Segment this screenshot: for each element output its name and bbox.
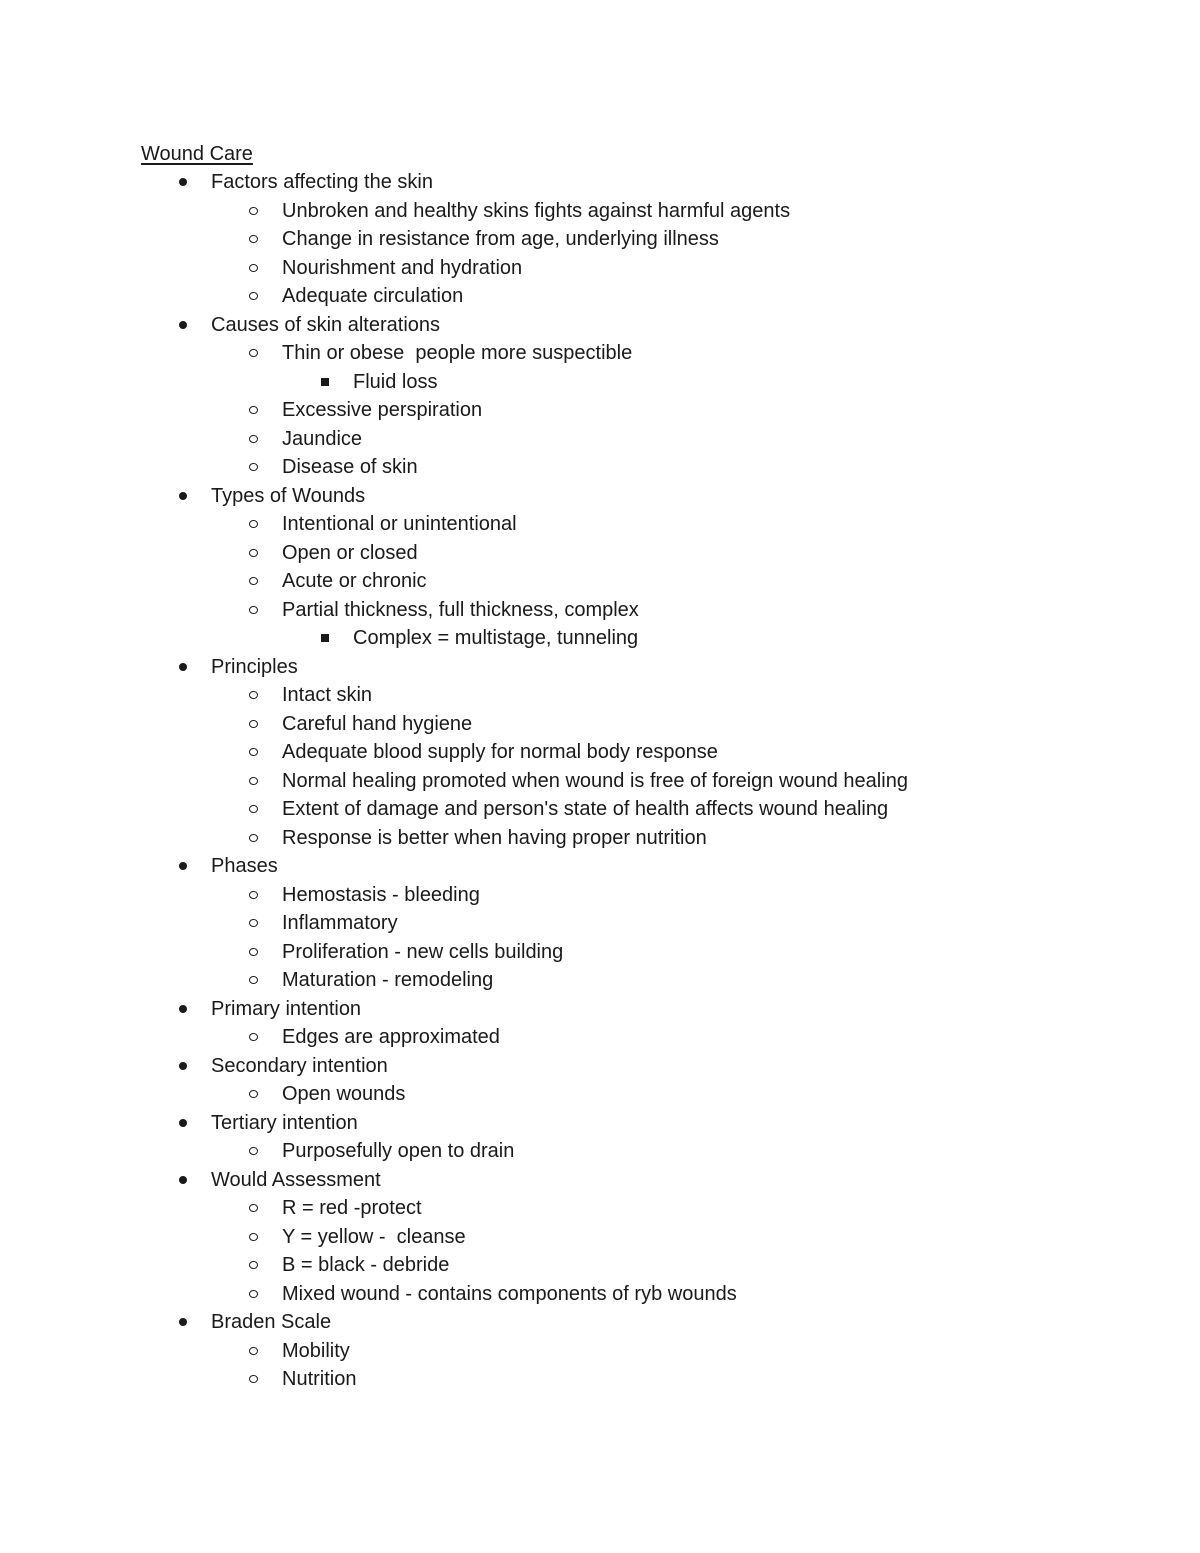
list-item-text: Mixed wound - contains components of ryb wounds <box>282 1282 737 1305</box>
list-item-level-2 <box>141 681 1141 710</box>
list-item-level-1 <box>141 1109 1141 1138</box>
list-item-text: Hemostasis - bleeding <box>282 883 480 906</box>
filled-circle-bullet-icon <box>179 1119 187 1127</box>
hollow-circle-bullet-icon <box>249 606 258 614</box>
filled-circle-bullet-icon <box>179 1318 187 1326</box>
list-item-level-2 <box>141 1337 1141 1366</box>
hollow-circle-bullet-icon <box>249 777 258 785</box>
list-item-level-3 <box>141 624 1141 653</box>
list-item-level-2 <box>141 282 1141 311</box>
list-item-level-2 <box>141 1365 1141 1394</box>
list-item-level-2 <box>141 197 1141 226</box>
list-item-level-1 <box>141 852 1141 881</box>
list-item-level-2 <box>141 510 1141 539</box>
filled-circle-bullet-icon <box>179 1176 187 1184</box>
list-item-text: Braden Scale <box>211 1311 332 1333</box>
hollow-circle-bullet-icon <box>249 1033 258 1041</box>
filled-square-bullet-icon <box>321 634 329 642</box>
list-item-text: Purposefully open to drain <box>282 1140 515 1162</box>
document-body <box>141 140 1141 1394</box>
list-item-level-2 <box>141 453 1141 482</box>
list-item-level-2 <box>141 396 1141 425</box>
list-item-level-2 <box>141 1137 1141 1166</box>
hollow-circle-bullet-icon <box>249 1347 258 1355</box>
hollow-circle-bullet-icon <box>249 1261 258 1269</box>
list-item-level-2 <box>141 795 1141 824</box>
list-item-text: Would Assessment <box>211 1168 381 1191</box>
list-item-text: Normal healing promoted when wound is free of foreign wound healing <box>282 769 908 792</box>
hollow-circle-bullet-icon <box>249 207 258 215</box>
list-item-text: Complex = multistage, tunneling <box>353 627 639 649</box>
list-item-level-1 <box>141 168 1141 197</box>
list-item-level-2 <box>141 966 1141 995</box>
hollow-circle-bullet-icon <box>249 1204 258 1212</box>
list-item-text: Inflammatory <box>282 912 398 934</box>
list-item-text: Principles <box>211 655 298 678</box>
filled-circle-bullet-icon <box>179 321 187 329</box>
list-item-text: Mobility <box>282 1339 350 1362</box>
hollow-circle-bullet-icon <box>249 1375 258 1383</box>
list-item-level-1 <box>141 482 1141 511</box>
list-item-level-2 <box>141 909 1141 938</box>
list-item-level-2 <box>141 1223 1141 1252</box>
list-item-level-2 <box>141 738 1141 767</box>
hollow-circle-bullet-icon <box>249 235 258 243</box>
list-item-level-1 <box>141 1308 1141 1337</box>
list-item-text: Partial thickness, full thickness, complex <box>282 598 639 621</box>
filled-circle-bullet-icon <box>179 1005 187 1013</box>
list-item-text: Unbroken and healthy skins fights against harmful agents <box>282 199 791 222</box>
hollow-circle-bullet-icon <box>249 292 258 300</box>
list-item-text: Phases <box>211 855 278 877</box>
hollow-circle-bullet-icon <box>249 948 258 956</box>
hollow-circle-bullet-icon <box>249 720 258 728</box>
list-item-level-2 <box>141 881 1141 910</box>
list-item-level-2 <box>141 254 1141 283</box>
document-title: Wound Care <box>141 143 253 165</box>
hollow-circle-bullet-icon <box>249 834 258 842</box>
list-item-level-2 <box>141 1080 1141 1109</box>
list-item-text: Careful hand hygiene <box>282 712 473 735</box>
hollow-circle-bullet-icon <box>249 577 258 585</box>
hollow-circle-bullet-icon <box>249 805 258 813</box>
list-item-level-1 <box>141 1166 1141 1195</box>
hollow-circle-bullet-icon <box>249 891 258 899</box>
hollow-circle-bullet-icon <box>249 406 258 414</box>
list-item-level-1 <box>141 1052 1141 1081</box>
list-item-level-1 <box>141 311 1141 340</box>
hollow-circle-bullet-icon <box>249 1233 258 1241</box>
list-item-text: Jaundice <box>282 427 363 450</box>
filled-circle-bullet-icon <box>179 178 187 186</box>
hollow-circle-bullet-icon <box>249 549 258 557</box>
list-item-level-2 <box>141 339 1141 368</box>
hollow-circle-bullet-icon <box>249 435 258 443</box>
list-item-text: Extent of damage and person's state of health affects wound healing <box>282 798 889 820</box>
filled-circle-bullet-icon <box>179 492 187 500</box>
list-item-level-2 <box>141 1023 1141 1052</box>
list-item-level-2 <box>141 1280 1141 1309</box>
list-item-text: Excessive perspiration <box>282 399 483 421</box>
list-item-text: Open wounds <box>282 1083 406 1105</box>
list-item-text: R = red -protect <box>282 1197 422 1219</box>
list-item-level-2 <box>141 425 1141 454</box>
hollow-circle-bullet-icon <box>249 919 258 927</box>
list-item-text: Adequate circulation <box>282 285 464 307</box>
list-item-level-2 <box>141 596 1141 625</box>
hollow-circle-bullet-icon <box>249 691 258 699</box>
list-item-level-2 <box>141 824 1141 853</box>
list-item-text: Acute or chronic <box>282 570 427 592</box>
list-item-text: Intentional or unintentional <box>282 513 517 535</box>
hollow-circle-bullet-icon <box>249 1290 258 1298</box>
list-item-text: Y = yellow - cleanse <box>282 1225 466 1248</box>
list-item-text: Primary intention <box>211 997 362 1020</box>
hollow-circle-bullet-icon <box>249 349 258 357</box>
list-item-level-2 <box>141 1194 1141 1223</box>
filled-square-bullet-icon <box>321 378 329 386</box>
list-item-text: Factors affecting the skin <box>211 171 433 193</box>
hollow-circle-bullet-icon <box>249 748 258 756</box>
list-item-text: Intact skin <box>282 684 373 706</box>
list-item-level-2 <box>141 567 1141 596</box>
list-item-text: Nourishment and hydration <box>282 256 523 279</box>
list-item-level-3 <box>141 368 1141 397</box>
list-item-level-1 <box>141 995 1141 1024</box>
list-item-level-2 <box>141 1251 1141 1280</box>
hollow-circle-bullet-icon <box>249 1147 258 1155</box>
list-item-text: Fluid loss <box>353 370 438 393</box>
filled-circle-bullet-icon <box>179 1062 187 1070</box>
list-item-text: Secondary intention <box>211 1054 388 1077</box>
list-item-level-2 <box>141 767 1141 796</box>
list-item-text: Edges are approximated <box>282 1026 500 1048</box>
hollow-circle-bullet-icon <box>249 976 258 984</box>
list-item-level-2 <box>141 938 1141 967</box>
filled-circle-bullet-icon <box>179 663 187 671</box>
list-item-level-2 <box>141 710 1141 739</box>
hollow-circle-bullet-icon <box>249 463 258 471</box>
list-item-text: Nutrition <box>282 1368 357 1390</box>
list-item-text: Types of Wounds <box>211 484 366 507</box>
list-item-text: Maturation - remodeling <box>282 969 494 991</box>
list-item-text: Response is better when having proper nutrition <box>282 826 707 849</box>
list-item-text: Proliferation - new cells building <box>282 940 564 963</box>
list-item-text: Change in resistance from age, underlying illness <box>282 228 719 250</box>
list-item-level-2 <box>141 225 1141 254</box>
list-item-text: B = black - debride <box>282 1254 450 1276</box>
list-item-text: Open or closed <box>282 541 418 564</box>
list-item-text: Disease of skin <box>282 456 418 478</box>
hollow-circle-bullet-icon <box>249 264 258 272</box>
list-item-level-1 <box>141 653 1141 682</box>
list-item-text: Adequate blood supply for normal body response <box>282 741 718 763</box>
bullet-outline <box>141 168 1141 1394</box>
list-item-text: Causes of skin alterations <box>211 313 441 336</box>
hollow-circle-bullet-icon <box>249 520 258 528</box>
hollow-circle-bullet-icon <box>249 1090 258 1098</box>
list-item-level-2 <box>141 539 1141 568</box>
list-item-text: Tertiary intention <box>211 1111 358 1134</box>
list-item-text: Thin or obese people more suspectible <box>282 342 633 364</box>
filled-circle-bullet-icon <box>179 862 187 870</box>
